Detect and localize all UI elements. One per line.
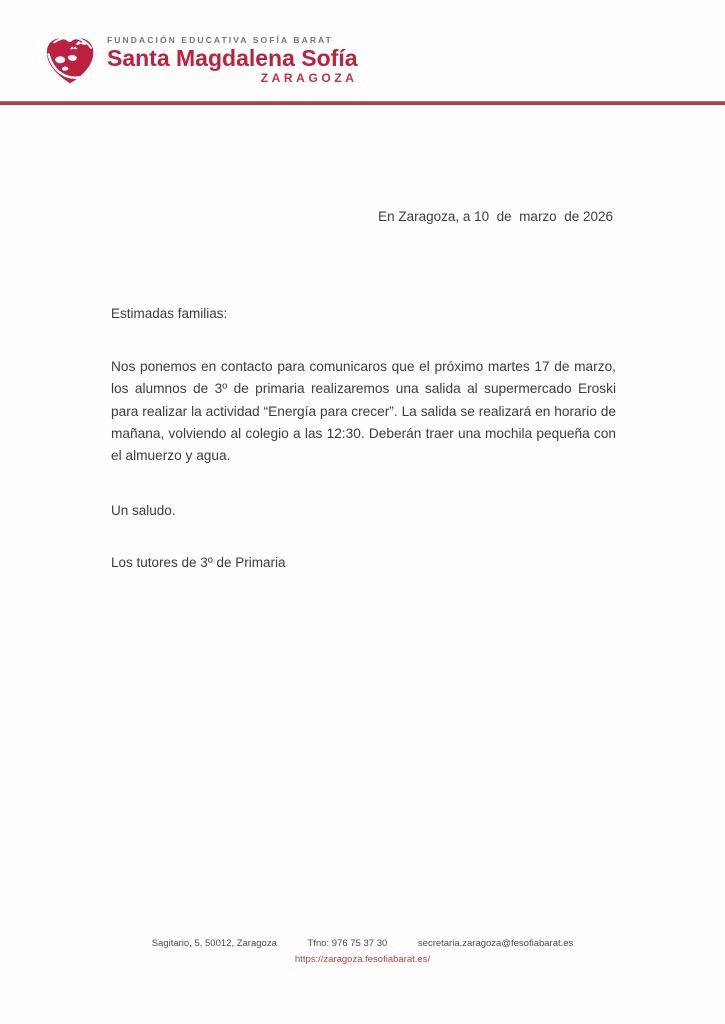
page-footer: [0, 936, 725, 968]
closing-line: Un saludo.: [111, 503, 176, 518]
footer-address: Sagitario, 5, 50012, Zaragoza: [151, 938, 277, 949]
salutation: Estimadas familias:: [111, 306, 228, 321]
letterhead: [42, 32, 358, 88]
foundation-name: FUNDACIÓN EDUCATIVA SOFÍA BARAT: [107, 34, 333, 45]
heart-globe-logo-icon: [42, 32, 98, 88]
footer-website-link[interactable]: https://zaragoza.fesofiabarat.es/: [294, 954, 431, 965]
dateline: En Zaragoza, a 10 de marzo de 2026: [378, 209, 613, 224]
school-name: Santa Magdalena Sofía: [107, 44, 358, 71]
signature-line: Los tutores de 3º de Primaria: [111, 555, 286, 570]
school-city: ZARAGOZA: [260, 71, 358, 86]
letter-body-paragraph: Nos ponemos en contacto para comunicaros que el próximo martes 17 de marzo, los alumnos de 3º de primaria realizaremos una salida al supermercado Eroski para realizar la actividad “Energía para crecer”. La salida se realizará en horario de mañana, volviendo al colegio a las 12:30. Deberán traer una mochila pequeña con el almuerzo y agua.: [111, 359, 616, 464]
footer-phone: Tfno: 976 75 37 30: [307, 938, 388, 949]
footer-contact-line: [0, 936, 725, 952]
header-rule-divider: [0, 101, 725, 105]
logo-text-block: [107, 35, 358, 85]
footer-email: secretaria.zaragoza@fesofiabarat.es: [417, 938, 574, 949]
footer-website-line: [0, 952, 725, 968]
